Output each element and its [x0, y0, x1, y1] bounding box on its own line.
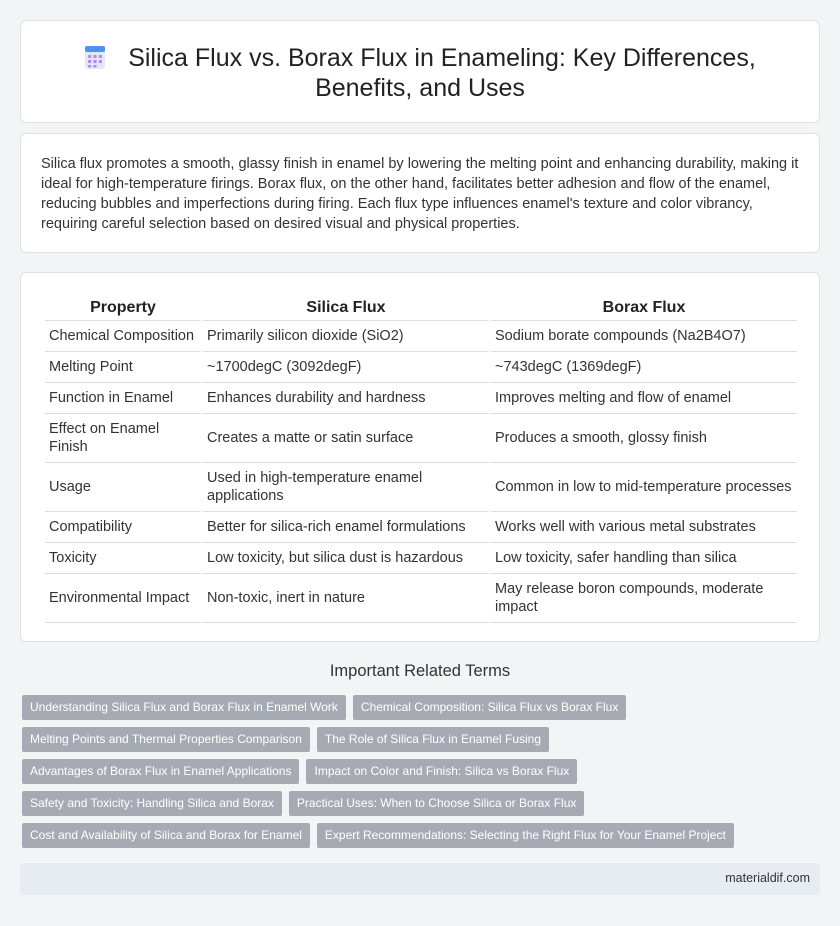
cell-borax: Works well with various metal substrates — [491, 512, 797, 543]
table-card — [20, 272, 820, 642]
intro-paragraph: Silica flux promotes a smooth, glassy finish in enamel by lowering the melting point and enhancing durability, making it ideal for high-temperature firings. Borax flux, on the other hand, facilitates better adhesion and flow of the enamel, reducing bubbles and imperfections during firing. Each flux type influences enamel's texture and color vibrancy, requiring careful selection based on desired visual and physical properties. — [41, 156, 799, 232]
cell-property: Function in Enamel — [45, 383, 201, 414]
intro-card — [20, 133, 820, 253]
related-term-link[interactable]: Cost and Availability of Silica and Borax for Enamel — [22, 823, 310, 848]
table-row — [45, 414, 797, 463]
cell-borax: ~743degC (1369degF) — [491, 352, 797, 383]
cell-silica: Primarily silicon dioxide (SiO2) — [203, 321, 489, 352]
document-icon — [84, 45, 106, 70]
cell-borax: Common in low to mid-temperature processes — [491, 463, 797, 512]
cell-property: Chemical Composition — [45, 321, 201, 352]
related-term-link[interactable]: Advantages of Borax Flux in Enamel Applications — [22, 759, 299, 784]
header-property: Property — [45, 295, 201, 321]
table-row — [45, 321, 797, 352]
cell-silica: Better for silica-rich enamel formulations — [203, 512, 489, 543]
related-term-link[interactable]: Expert Recommendations: Selecting the Right Flux for Your Enamel Project — [317, 823, 734, 848]
cell-silica: ~1700degC (3092degF) — [203, 352, 489, 383]
table-row — [45, 543, 797, 574]
related-term-link[interactable]: Melting Points and Thermal Properties Comparison — [22, 727, 310, 752]
cell-silica: Enhances durability and hardness — [203, 383, 489, 414]
cell-silica: Used in high-temperature enamel applications — [203, 463, 489, 512]
table-row — [45, 352, 797, 383]
header-borax-flux: Borax Flux — [491, 295, 797, 321]
tag-row — [22, 759, 822, 784]
related-term-link[interactable]: Impact on Color and Finish: Silica vs Borax Flux — [306, 759, 577, 784]
tag-row — [22, 791, 822, 816]
page-title-text: Silica Flux vs. Borax Flux in Enameling: Key Differences, Benefits, and Uses — [128, 44, 756, 102]
related-term-link[interactable]: Understanding Silica Flux and Borax Flux in Enamel Work — [22, 695, 346, 720]
page-title — [51, 43, 789, 103]
cell-property: Toxicity — [45, 543, 201, 574]
table-header-row — [45, 295, 797, 321]
comparison-table — [43, 295, 799, 623]
table-row — [45, 574, 797, 623]
cell-property: Compatibility — [45, 512, 201, 543]
related-term-link[interactable]: Chemical Composition: Silica Flux vs Borax Flux — [353, 695, 626, 720]
table-row — [45, 512, 797, 543]
title-card — [20, 20, 820, 123]
tag-row — [22, 695, 822, 720]
related-term-link[interactable]: The Role of Silica Flux in Enamel Fusing — [317, 727, 549, 752]
related-terms-tags — [22, 695, 822, 855]
tag-row — [22, 727, 822, 752]
title-wrap — [51, 43, 789, 103]
table-row — [45, 383, 797, 414]
cell-borax: Produces a smooth, glossy finish — [491, 414, 797, 463]
cell-property: Environmental Impact — [45, 574, 201, 623]
related-term-link[interactable]: Safety and Toxicity: Handling Silica and Borax — [22, 791, 282, 816]
footer — [20, 863, 820, 895]
cell-borax: Low toxicity, safer handling than silica — [491, 543, 797, 574]
cell-borax: May release boron compounds, moderate impact — [491, 574, 797, 623]
tag-row — [22, 823, 822, 848]
table-row — [45, 463, 797, 512]
cell-borax: Sodium borate compounds (Na2B4O7) — [491, 321, 797, 352]
related-term-link[interactable]: Practical Uses: When to Choose Silica or Borax Flux — [289, 791, 584, 816]
cell-silica: Creates a matte or satin surface — [203, 414, 489, 463]
cell-property: Effect on Enamel Finish — [45, 414, 201, 463]
cell-borax: Improves melting and flow of enamel — [491, 383, 797, 414]
footer-site-name[interactable]: materialdif.com — [725, 871, 810, 885]
cell-property: Melting Point — [45, 352, 201, 383]
cell-property: Usage — [45, 463, 201, 512]
header-silica-flux: Silica Flux — [203, 295, 489, 321]
cell-silica: Non-toxic, inert in nature — [203, 574, 489, 623]
related-terms-heading: Important Related Terms — [329, 662, 511, 680]
cell-silica: Low toxicity, but silica dust is hazardous — [203, 543, 489, 574]
